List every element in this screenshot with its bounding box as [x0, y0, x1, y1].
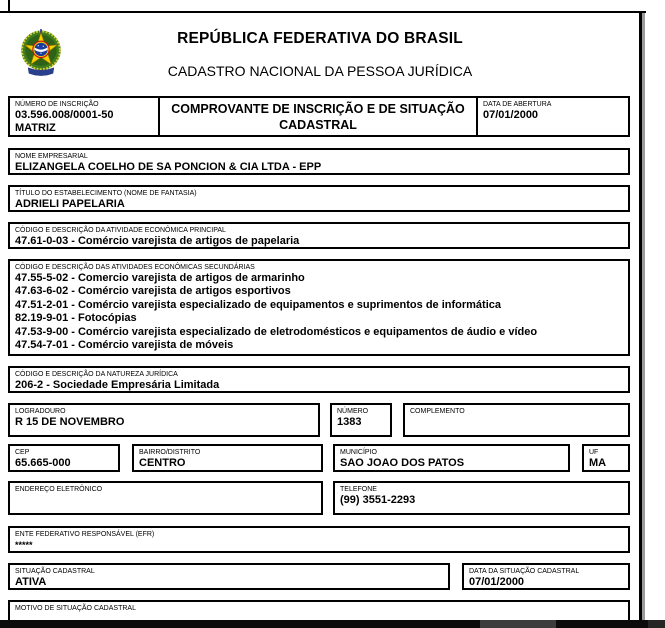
- field-label: DATA DA SITUAÇÃO CADASTRAL: [469, 568, 580, 575]
- field-label: COMPLEMENTO: [410, 408, 465, 415]
- brazil-coat-of-arms-icon: [18, 26, 64, 82]
- field-label: ENDEREÇO ELETRÔNICO: [15, 486, 103, 493]
- efr-value: *****: [15, 540, 33, 550]
- municipio-value: SAO JOAO DOS PATOS: [340, 457, 465, 469]
- field-natureza-juridica: [8, 366, 630, 393]
- natureza-juridica-value: 206-2 - Sociedade Empresária Limitada: [15, 379, 220, 391]
- comprovante-title: COMPROVANTE DE INSCRIÇÃO E DE SITUAÇÃO CADASTRAL: [158, 98, 478, 135]
- atividade-secundaria-item: 47.63-6-02 - Comércio varejista de artigos esportivos: [15, 285, 291, 298]
- cnpj-certificate: [8, 96, 630, 626]
- telefone-value: (99) 3551-2293: [340, 494, 416, 506]
- field-label: CEP: [15, 449, 30, 456]
- field-label: NÚMERO: [337, 408, 369, 415]
- field-titulo-estabelecimento: [8, 185, 630, 212]
- taskbar-segment: [648, 620, 665, 628]
- field-label: CÓDIGO E DESCRIÇÃO DAS ATIVIDADES ECONÔMICAS SECUNDÁRIAS: [15, 264, 255, 271]
- page-frame-right-shadow: [642, 13, 645, 621]
- bairro-value: CENTRO: [139, 457, 186, 469]
- field-municipio: [333, 444, 570, 472]
- field-endereco-eletronico: [8, 481, 323, 515]
- numero-inscricao-value: 03.596.008/0001-50: [15, 109, 114, 121]
- nome-empresarial-value: ELIZANGELA COELHO DE SA PONCION & CIA LTDA - EPP: [15, 161, 322, 173]
- field-data-abertura: [478, 98, 628, 135]
- field-cep: [8, 444, 120, 472]
- field-label: TÍTULO DO ESTABELECIMENTO (NOME DE FANTASIA): [15, 190, 197, 197]
- titulo-estabelecimento-value: ADRIELI PAPELARIA: [15, 198, 125, 210]
- data-situacao-value: 07/01/2000: [469, 576, 525, 588]
- field-row-inscricao-comprovante-abertura: [8, 96, 630, 137]
- field-telefone: [333, 481, 630, 515]
- field-label: UF: [589, 449, 599, 456]
- contact-row: [8, 481, 630, 515]
- address-row: [8, 403, 630, 437]
- field-label: NÚMERO DE INSCRIÇÃO: [15, 101, 99, 108]
- field-numero: [330, 403, 392, 437]
- field-data-situacao: [462, 563, 630, 590]
- field-label: MOTIVO DE SITUAÇÃO CADASTRAL: [15, 605, 136, 612]
- atividade-secundaria-item: 47.54-7-01 - Comércio varejista de móveis: [15, 339, 234, 352]
- atividade-secundaria-item: 47.55-5-02 - Comercio varejista de artigos de armarinho: [15, 272, 305, 284]
- cep-value: 65.665-000: [15, 457, 71, 469]
- tipo-estabelecimento-value: MATRIZ: [15, 122, 56, 134]
- field-label: MUNICÍPIO: [340, 449, 377, 456]
- field-numero-inscricao: [10, 98, 158, 135]
- logradouro-value: R 15 DE NOVEMBRO: [15, 416, 125, 428]
- field-label: CÓDIGO E DESCRIÇÃO DA NATUREZA JURÍDICA: [15, 371, 178, 378]
- field-label: BAIRRO/DISTRITO: [139, 449, 201, 456]
- field-uf: [582, 444, 630, 472]
- field-logradouro: [8, 403, 320, 437]
- field-atividade-principal: [8, 222, 630, 249]
- field-label: DATA DE ABERTURA: [483, 101, 552, 108]
- field-label: TELEFONE: [340, 486, 377, 493]
- atividade-secundaria-item: 47.51-2-01 - Comércio varejista especializado de equipamentos e suprimentos de informática: [15, 298, 502, 311]
- page-subtitle: CADASTRO NACIONAL DA PESSOA JURÍDICA: [167, 63, 473, 79]
- field-situacao-cadastral: [8, 563, 450, 590]
- field-ente-federativo: [8, 526, 630, 553]
- taskbar-segment: [480, 620, 556, 628]
- field-complemento: [403, 403, 630, 437]
- cep-row: [8, 444, 630, 472]
- page-title: REPÚBLICA FEDERATIVA DO BRASIL: [177, 30, 463, 47]
- field-atividades-secundarias: [8, 259, 630, 356]
- uf-value: MA: [589, 457, 607, 469]
- taskbar-sliver: [0, 620, 665, 628]
- data-abertura-value: 07/01/2000: [483, 109, 539, 121]
- field-label: NOME EMPRESARIAL: [15, 153, 88, 160]
- field-label: ENTE FEDERATIVO RESPONSÁVEL (EFR): [15, 531, 155, 538]
- field-nome-empresarial: [8, 148, 630, 175]
- field-label: CÓDIGO E DESCRIÇÃO DA ATIVIDADE ECONÔMICA PRINCIPAL: [15, 227, 226, 234]
- document-header: [0, 13, 640, 96]
- page-frame-tick: [8, 0, 10, 11]
- numero-value: 1383: [337, 416, 362, 428]
- situacao-row: [8, 563, 630, 590]
- situacao-cadastral-value: ATIVA: [15, 576, 47, 588]
- field-label: LOGRADOURO: [15, 408, 66, 415]
- atividade-secundaria-item: 82.19-9-01 - Fotocópias: [15, 312, 137, 325]
- field-bairro-distrito: [132, 444, 323, 472]
- field-label: SITUAÇÃO CADASTRAL: [15, 568, 95, 575]
- atividade-principal-value: 47.61-0-03 - Comércio varejista de artigos de papelaria: [15, 235, 300, 247]
- atividade-secundaria-item: 47.53-9-00 - Comércio varejista especializado de eletrodomésticos e equipamentos de áudio e vídeo: [15, 325, 538, 338]
